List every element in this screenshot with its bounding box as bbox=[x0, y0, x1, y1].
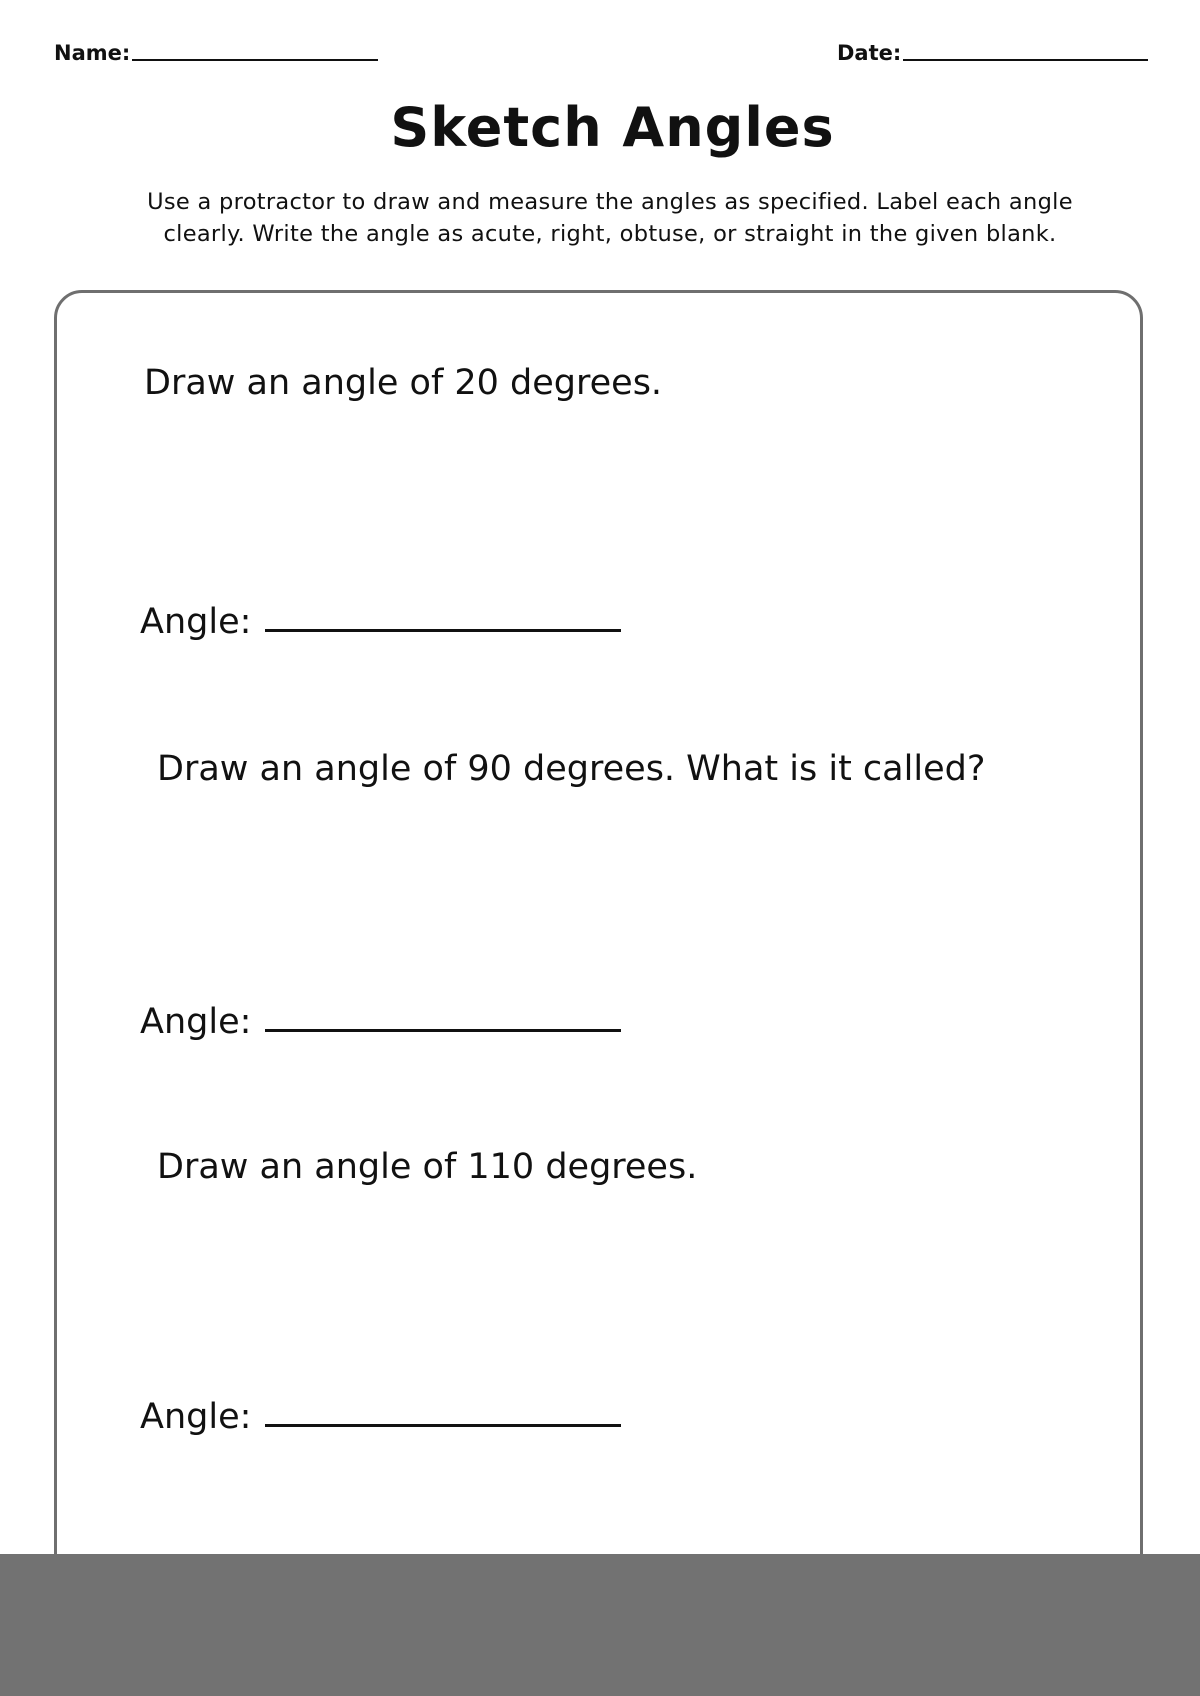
answer-blank-line[interactable] bbox=[265, 629, 621, 632]
date-label: Date: bbox=[837, 41, 902, 65]
question-1-prompt: Draw an angle of 20 degrees. bbox=[144, 363, 663, 403]
answer-label: Angle: bbox=[140, 1002, 252, 1042]
date-field bbox=[837, 40, 1148, 66]
answer-label: Angle: bbox=[140, 602, 252, 642]
instructions: Use a protractor to draw and measure the angles as specified. Label each angle clearly. Write the angle as acute, right, obtuse, or straight in the given blank. bbox=[147, 189, 1073, 247]
date-blank-line[interactable] bbox=[903, 59, 1148, 61]
question-2-answer bbox=[140, 1002, 621, 1042]
answer-label: Angle: bbox=[140, 1397, 252, 1437]
question-3-prompt: Draw an angle of 110 degrees. bbox=[157, 1147, 698, 1187]
question-2-prompt: Draw an angle of 90 degrees. What is it called? bbox=[157, 749, 986, 789]
name-field bbox=[54, 40, 378, 66]
name-label: Name: bbox=[54, 41, 131, 65]
viewer-footer-bar bbox=[0, 1554, 1200, 1696]
page-title: Sketch Angles bbox=[390, 96, 835, 159]
name-blank-line[interactable] bbox=[132, 59, 378, 61]
question-1-answer bbox=[140, 602, 621, 642]
answer-blank-line[interactable] bbox=[265, 1029, 621, 1032]
answer-blank-line[interactable] bbox=[265, 1424, 621, 1427]
question-3-answer bbox=[140, 1397, 621, 1437]
